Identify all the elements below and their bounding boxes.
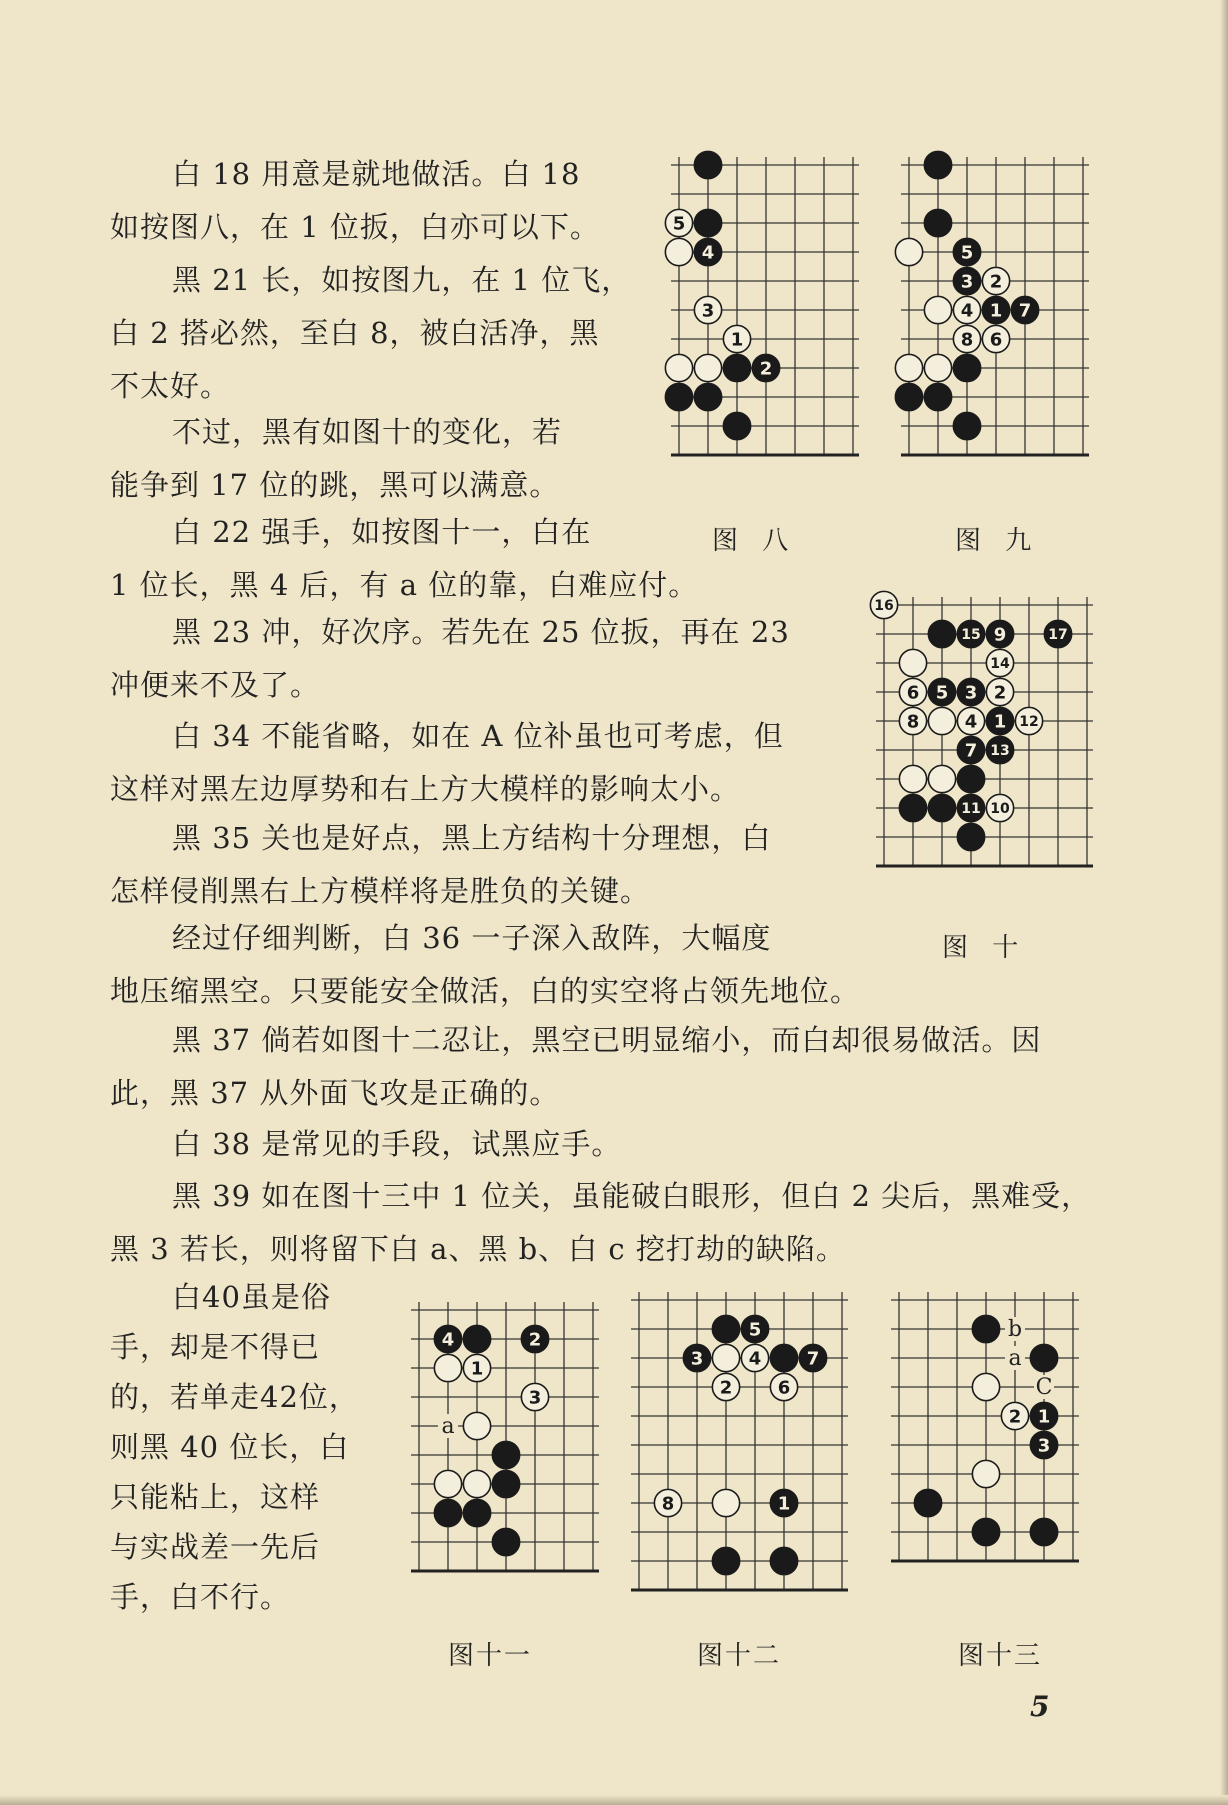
- text-line: 怎样侵削黑右上方模样将是胜负的关键。: [110, 874, 651, 908]
- paragraph-6: [110, 710, 784, 816]
- paragraph-1: [110, 148, 600, 254]
- black-stone: [434, 1499, 461, 1526]
- stone-move-number: 6: [906, 682, 920, 704]
- stone-move-number: 3: [701, 300, 715, 322]
- black-stone: [972, 1518, 999, 1545]
- stone-move-number: 5: [748, 1319, 762, 1341]
- text-line: 地压缩黑空。只要能安全做活，白的实空将占领先地位。: [110, 974, 861, 1008]
- black-stone: [924, 151, 951, 178]
- white-stone: [895, 238, 922, 265]
- white-stone: [463, 1412, 490, 1439]
- stone-move-number: 8: [906, 711, 920, 733]
- white-stone: [712, 1344, 739, 1371]
- paragraph-3: [110, 406, 562, 512]
- text-line: 黑 23 冲，好次序。若先在 25 位扳，再在 23: [172, 615, 790, 649]
- white-stone: [972, 1460, 999, 1487]
- stone-move-number: 1: [993, 711, 1007, 733]
- text-line: 冲便来不及了。: [110, 668, 321, 702]
- text-line: 经过仔细判断，白 36 一子深入敌阵，大幅度: [172, 921, 772, 955]
- text-line: 黑 3 若长，则将留下白 a、黑 b、白 c 挖打劫的缺陷。: [110, 1232, 846, 1266]
- black-stone: [712, 1547, 739, 1574]
- black-stone: [924, 383, 951, 410]
- black-stone: [694, 383, 721, 410]
- stone-move-number: 4: [701, 242, 715, 264]
- diagram-10-caption: 图 十: [942, 933, 1027, 963]
- diagram-12: [625, 1290, 865, 1620]
- diagram-12-caption: 图十二: [697, 1641, 782, 1671]
- diagram-10: [870, 595, 1110, 905]
- text-line: 的，若单走42位，: [110, 1380, 359, 1414]
- diagram-8: [665, 155, 865, 495]
- stone-move-number: 4: [960, 300, 974, 322]
- diagram-9-caption: 图 九: [955, 526, 1040, 556]
- text-line: 则黑 40 位长，白: [110, 1430, 350, 1464]
- black-stone: [770, 1547, 797, 1574]
- black-stone: [492, 1528, 519, 1555]
- black-stone: [924, 209, 951, 236]
- white-stone: [928, 707, 955, 734]
- paragraph-2: [110, 254, 631, 413]
- text-line: 白 34 不能省略，如在 A 位补虽也可考虑，但: [172, 719, 784, 753]
- page-number: 5: [1030, 1690, 1050, 1723]
- stone-move-number: 4: [964, 711, 978, 733]
- white-stone: [434, 1354, 461, 1381]
- letter-mark: C: [1035, 1375, 1053, 1400]
- stone-move-number: 13: [990, 743, 1010, 760]
- black-stone: [928, 620, 955, 647]
- diagram-13: [885, 1290, 1110, 1620]
- text-line: 黑 37 倘若如图十二忍让，黑空已明显缩小，而白却很易做活。因: [172, 1023, 1042, 1057]
- stone-move-number: 2: [1008, 1406, 1022, 1428]
- stone-move-number: 6: [989, 329, 1003, 351]
- stone-move-number: 5: [672, 213, 686, 235]
- stone-move-number: 15: [961, 627, 981, 644]
- text-line: 黑 21 长，如按图九，在 1 位飞，: [172, 263, 632, 297]
- black-stone: [723, 354, 750, 381]
- stone-move-number: 3: [528, 1387, 542, 1409]
- text-line: 这样对黑左边厚势和右上方大模样的影响太小。: [110, 772, 741, 806]
- black-stone: [492, 1441, 519, 1468]
- stone-move-number: 5: [935, 682, 949, 704]
- stone-move-number: 6: [777, 1377, 791, 1399]
- black-stone: [914, 1489, 941, 1516]
- text-line: 手，却是不得已: [110, 1330, 321, 1364]
- black-stone: [953, 354, 980, 381]
- diagram-11-caption: 图十一: [448, 1641, 533, 1671]
- white-stone: [463, 1470, 490, 1497]
- text-line: 白40虽是俗: [172, 1280, 331, 1314]
- stone-move-number: 16: [874, 598, 894, 615]
- stone-move-number: 3: [960, 271, 974, 293]
- white-stone: [665, 354, 692, 381]
- paragraph-10: [110, 1118, 621, 1171]
- letter-mark: b: [1007, 1317, 1023, 1342]
- paragraph-11: [110, 1170, 1091, 1276]
- black-stone: [723, 412, 750, 439]
- stone-move-number: 2: [719, 1377, 733, 1399]
- text-line: 此，黑 37 从外面飞攻是正确的。: [110, 1076, 560, 1110]
- board-grid: [631, 1292, 848, 1590]
- stone-move-number: 14: [990, 656, 1010, 673]
- stone-move-number: 7: [964, 740, 978, 762]
- text-line: 1 位长，黑 4 后，有 a 位的靠，白难应付。: [110, 568, 699, 602]
- stone-move-number: 1: [777, 1493, 791, 1515]
- text-line: 只能粘上，这样: [110, 1480, 321, 1514]
- stone-move-number: 9: [993, 624, 1007, 646]
- black-stone: [694, 151, 721, 178]
- black-stone: [712, 1315, 739, 1342]
- black-stone: [953, 412, 980, 439]
- stone-move-number: 3: [964, 682, 978, 704]
- text-line: 黑 39 如在图十三中 1 位关，虽能破白眼形，但白 2 尖后，黑难受，: [172, 1179, 1092, 1213]
- black-stone: [972, 1315, 999, 1342]
- black-stone: [492, 1470, 519, 1497]
- letter-mark: a: [441, 1414, 455, 1439]
- stone-move-number: 8: [960, 329, 974, 351]
- stone-move-number: 7: [806, 1348, 820, 1370]
- stone-move-number: 4: [441, 1329, 455, 1351]
- white-stone: [899, 649, 926, 676]
- text-line: 不太好。: [110, 369, 231, 403]
- stone-move-number: 1: [1037, 1406, 1051, 1428]
- black-stone: [957, 765, 984, 792]
- text-line: 与实战差一先后: [110, 1530, 321, 1564]
- page-edge-shadow: [1220, 0, 1228, 1805]
- black-stone: [770, 1344, 797, 1371]
- black-stone: [895, 383, 922, 410]
- stone-move-number: 11: [961, 801, 981, 818]
- stone-move-number: 2: [759, 358, 773, 380]
- stone-move-number: 3: [690, 1348, 704, 1370]
- stone-move-number: 17: [1048, 627, 1068, 644]
- stone-move-number: 2: [528, 1329, 542, 1351]
- diagram-8-caption: 图 八: [712, 526, 797, 556]
- stone-move-number: 3: [1037, 1435, 1051, 1457]
- paragraph-9: [110, 1014, 1041, 1120]
- diagram-13-caption: 图十三: [958, 1641, 1043, 1671]
- stone-move-number: 2: [989, 271, 1003, 293]
- white-stone: [895, 354, 922, 381]
- text-line: 黑 35 关也是好点，黑上方结构十分理想，白: [172, 821, 772, 855]
- black-stone: [665, 383, 692, 410]
- black-stone: [928, 794, 955, 821]
- letter-mark: a: [1008, 1346, 1022, 1371]
- paragraph-4: [110, 506, 698, 612]
- diagram-11: [405, 1300, 615, 1605]
- page-bottom-shadow: [0, 1795, 1228, 1805]
- white-stone: [665, 238, 692, 265]
- black-stone: [1030, 1344, 1057, 1371]
- text-line: 白 2 搭必然，至白 8，被白活净，黑: [110, 316, 600, 350]
- white-stone: [928, 765, 955, 792]
- stone-move-number: 4: [748, 1348, 762, 1370]
- black-stone: [463, 1325, 490, 1352]
- black-stone: [694, 209, 721, 236]
- text-line: 如按图八，在 1 位扳，白亦可以下。: [110, 210, 600, 244]
- stone-move-number: 7: [1018, 300, 1032, 322]
- stone-move-number: 10: [990, 801, 1010, 818]
- white-stone: [924, 354, 951, 381]
- white-stone: [972, 1373, 999, 1400]
- text-line: 手，白不行。: [110, 1580, 291, 1614]
- stone-move-number: 1: [730, 329, 744, 351]
- stone-move-number: 1: [470, 1358, 484, 1380]
- white-stone: [694, 354, 721, 381]
- text-line: 不过，黑有如图十的变化，若: [172, 415, 563, 449]
- text-line: 白 22 强手，如按图十一，白在: [172, 515, 592, 549]
- stone-move-number: 2: [993, 682, 1007, 704]
- text-line: 白 18 用意是就地做活。白 18: [172, 157, 581, 191]
- black-stone: [899, 794, 926, 821]
- stone-move-number: 5: [960, 242, 974, 264]
- white-stone: [434, 1470, 461, 1497]
- black-stone: [463, 1499, 490, 1526]
- stone-move-number: 1: [989, 300, 1003, 322]
- paragraph-8: [110, 912, 860, 1018]
- text-line: 白 38 是常见的手段，试黑应手。: [172, 1127, 622, 1161]
- stone-move-number: 8: [661, 1493, 675, 1515]
- black-stone: [957, 823, 984, 850]
- white-stone: [712, 1489, 739, 1516]
- white-stone: [924, 296, 951, 323]
- white-stone: [899, 765, 926, 792]
- stone-move-number: 12: [1019, 714, 1039, 731]
- diagram-9: [895, 155, 1115, 495]
- text-line: 能争到 17 位的跳，黑可以满意。: [110, 468, 560, 502]
- paragraph-5: [110, 606, 790, 712]
- paragraph-7: [110, 812, 771, 918]
- paragraph-12: [110, 1272, 359, 1622]
- black-stone: [1030, 1518, 1057, 1545]
